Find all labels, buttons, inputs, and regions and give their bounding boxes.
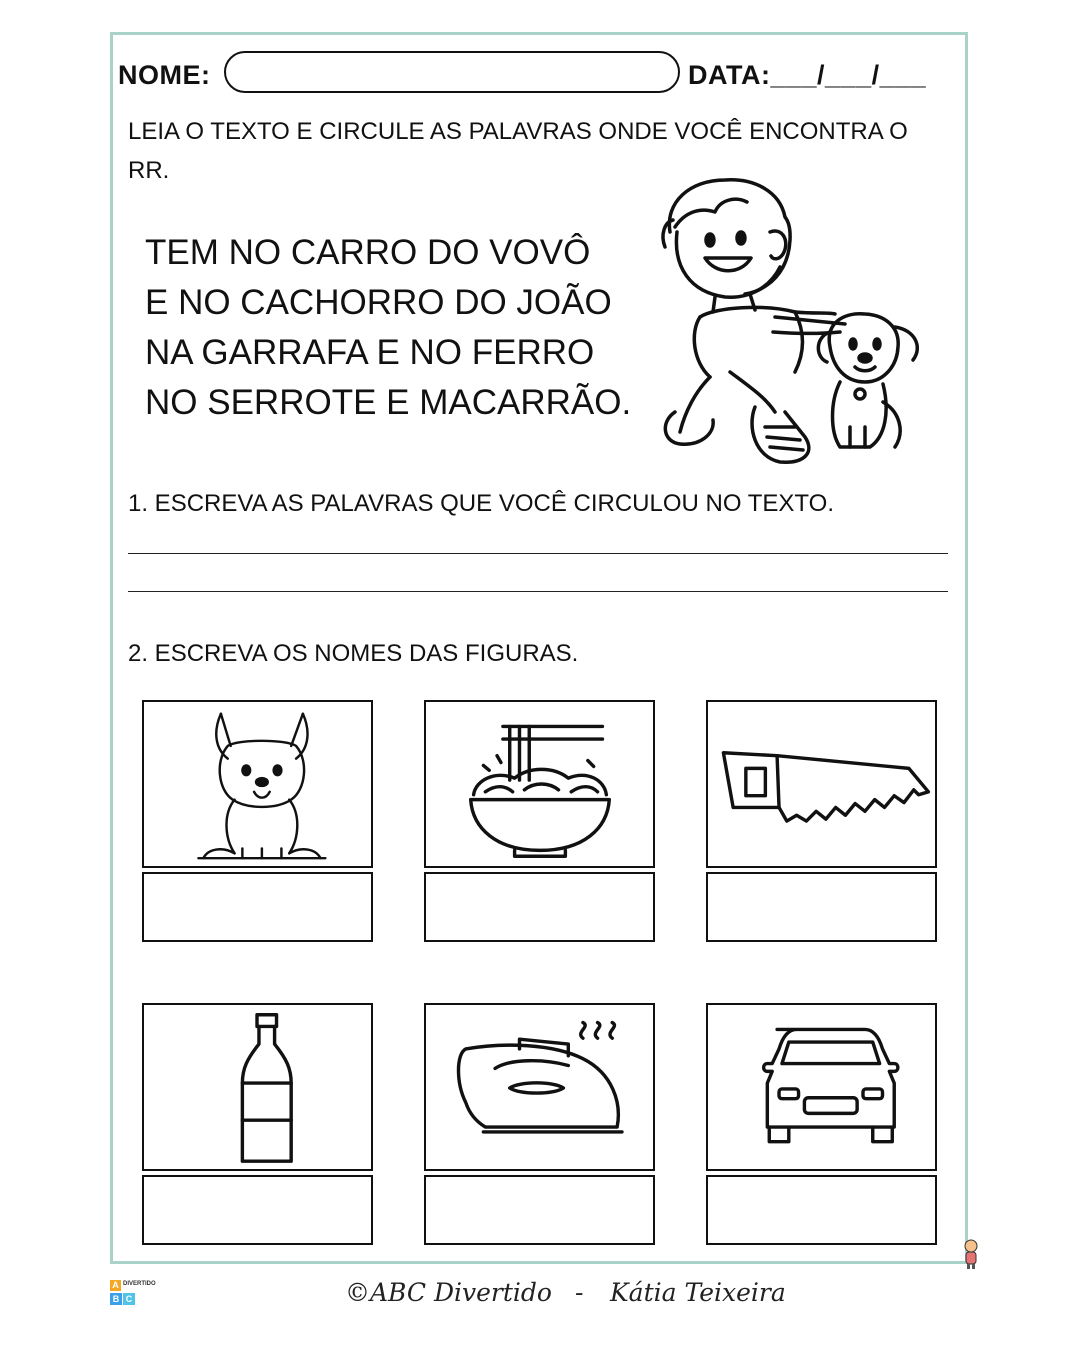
abc-divertido-logo — [110, 1280, 160, 1312]
name-field[interactable] — [224, 51, 680, 93]
date-label-text: DATA: — [688, 60, 771, 90]
answer-line-2[interactable] — [128, 591, 948, 592]
answer-box-saw[interactable] — [706, 872, 937, 942]
logo-letter-c: C — [123, 1293, 135, 1305]
saw-icon — [708, 702, 935, 866]
date-field[interactable]: ___/___/___ — [770, 60, 927, 90]
boy-with-dog-illustration — [655, 172, 935, 472]
noodle-bowl-icon — [426, 702, 653, 866]
answer-line-1[interactable] — [128, 553, 948, 554]
footer-author: Kátia Teixeira — [610, 1278, 786, 1307]
question-2: 2. ESCREVA OS NOMES DAS FIGURAS. — [128, 640, 579, 667]
figure-box-saw — [706, 700, 937, 868]
poem-line-1: TEM NO CARRO DO VOVÔ — [145, 233, 591, 272]
figure-box-bottle — [142, 1003, 373, 1171]
name-label: NOME: — [118, 60, 211, 90]
figure-box-car — [706, 1003, 937, 1171]
figure-box-iron — [424, 1003, 655, 1171]
figure-box-noodles — [424, 700, 655, 868]
logo-text: DIVERTIDO — [123, 1281, 156, 1287]
poem-line-3: NA GARRAFA E NO FERRO — [145, 333, 595, 372]
question-1: 1. ESCREVA AS PALAVRAS QUE VOCÊ CIRCULOU NO TEXTO. — [128, 490, 834, 517]
instruction-line-1: LEIA O TEXTO E CIRCULE AS PALAVRAS ONDE VOCÊ ENCONTRA O — [128, 118, 908, 145]
dog-icon — [144, 702, 371, 866]
footer-credit: ©ABC Divertido — [345, 1278, 552, 1307]
poem — [145, 228, 631, 428]
answer-box-dog[interactable] — [142, 872, 373, 942]
answer-box-car[interactable] — [706, 1175, 937, 1245]
poem-line-4: NO SERROTE E MACARRÃO. — [145, 383, 632, 422]
answer-box-noodles[interactable] — [424, 872, 655, 942]
logo-letter-a: A — [110, 1280, 121, 1291]
instruction-line-2: RR. — [128, 157, 170, 184]
bottle-icon — [144, 1005, 371, 1169]
figure-box-dog — [142, 700, 373, 868]
answer-box-iron[interactable] — [424, 1175, 655, 1245]
car-icon — [708, 1005, 935, 1169]
answer-box-bottle[interactable] — [142, 1175, 373, 1245]
logo-letter-b: B — [110, 1293, 122, 1305]
mascot-icon — [962, 1238, 980, 1270]
footer-separator: - — [575, 1278, 584, 1307]
poem-line-2: E NO CACHORRO DO JOÃO — [145, 283, 612, 322]
iron-icon — [426, 1005, 653, 1169]
date-label — [688, 60, 926, 91]
